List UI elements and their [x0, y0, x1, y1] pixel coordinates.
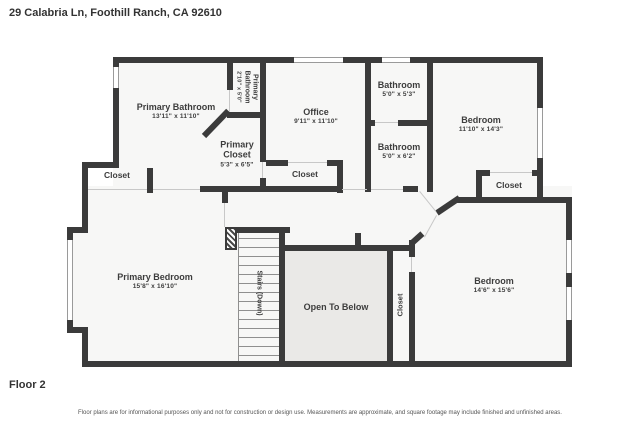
room-label-bedroom-upper: Bedroom 11'10" x 14'3": [458, 114, 504, 134]
window: [382, 57, 410, 63]
door-opening: [153, 189, 200, 190]
window: [537, 108, 543, 158]
door-opening: [490, 172, 532, 173]
door-opening: [288, 162, 327, 163]
room-label-primary-bathroom-small: Primary Bathroom 2'10" x 5'0": [235, 70, 259, 104]
wall: [371, 120, 375, 126]
room-label-stairs: Stairs (Down): [255, 270, 263, 316]
wall: [285, 245, 415, 251]
room-label-office: Office 9'11" x 11'10": [294, 106, 338, 126]
wall: [457, 197, 567, 203]
door-opening: [88, 189, 147, 190]
wall: [355, 233, 361, 251]
door-opening: [342, 189, 367, 190]
window: [566, 240, 572, 273]
room-label-primary-bathroom: Primary Bathroom 13'11" x 11'10": [136, 101, 216, 121]
window: [566, 287, 572, 320]
door-opening: [375, 122, 398, 123]
window: [67, 240, 73, 320]
room-label-bathroom-bottom: Bathroom 5'0" x 6'2": [377, 141, 421, 161]
door-opening: [224, 203, 225, 227]
window: [294, 57, 343, 63]
wall: [387, 245, 393, 367]
door-opening: [409, 257, 415, 272]
room-label-bedroom-lower: Bedroom 14'6" x 15'6": [473, 275, 515, 295]
floor-label: Floor 2: [9, 379, 46, 391]
wall: [532, 170, 543, 176]
room-label-primary-closet: Primary Closet 5'3" x 6'5": [220, 139, 254, 169]
room-label-closet-lower: Closet: [395, 293, 405, 317]
room-label-bathroom-top: Bathroom 5'0" x 5'3": [377, 79, 421, 99]
wall: [476, 170, 482, 203]
room-label-closet-left: Closet: [104, 170, 130, 181]
wall: [82, 361, 572, 367]
wall: [566, 197, 572, 367]
wall: [266, 160, 288, 166]
wall: [227, 57, 233, 90]
window: [113, 67, 119, 88]
address-title: 29 Calabria Ln, Foothill Ranch, CA 92610: [9, 7, 222, 19]
door-opening: [371, 189, 403, 190]
disclaimer-text: Floor plans are for informational purposes only and not for construction or design use. Measurements are approximate, and square footage may include finished and unfinished areas.: [78, 410, 562, 416]
wall: [222, 192, 228, 203]
room-label-closet-middle: Closet: [292, 169, 318, 180]
room-label-closet-right: Closet: [496, 180, 522, 191]
door-opening: [411, 257, 412, 272]
room-label-primary-bedroom: Primary Bedroom 15'8" x 16'10": [117, 271, 193, 291]
door-opening: [229, 90, 230, 112]
room-label-open-to-below: Open To Below: [303, 301, 369, 312]
wall: [403, 186, 418, 192]
stairs-hatch: [225, 227, 237, 250]
wall: [427, 57, 433, 192]
